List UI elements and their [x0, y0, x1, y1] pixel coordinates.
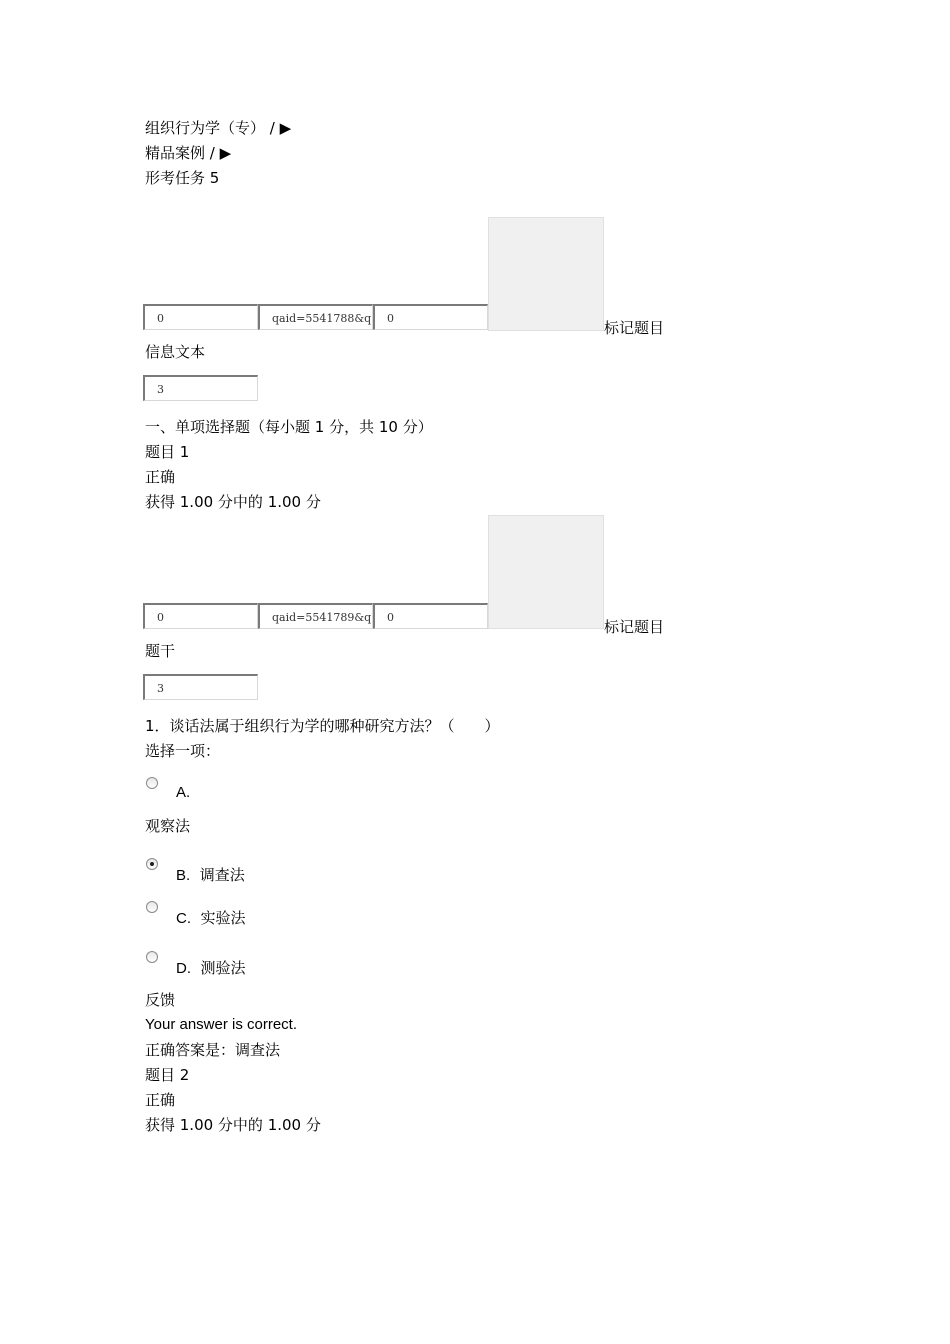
hidden-field-flagged[interactable]: 0: [373, 603, 488, 629]
breadcrumb-task[interactable]: 形考任务 5: [145, 169, 220, 187]
correct-answer: 正确答案是：调查法: [145, 1041, 281, 1059]
option-a-text[interactable]: 观察法: [145, 817, 191, 835]
option-c-text: 实验法: [200, 909, 246, 927]
feedback-text: Your answer is correct.: [145, 1016, 298, 1033]
question-state: 正确: [145, 1091, 176, 1109]
question-grade: 获得 1.00 分中的 1.00 分: [145, 493, 321, 511]
question-number: 题目 1: [145, 443, 190, 461]
option-b-text: 调查法: [199, 866, 245, 884]
info-text-label: 信息文本: [145, 343, 206, 361]
option-b[interactable]: [176, 864, 245, 885]
hidden-field-qaid[interactable]: qaid=5541788&q: [258, 304, 373, 330]
flag-question-link[interactable]: 标记题目: [604, 319, 665, 337]
flag-question-link[interactable]: 标记题目: [604, 618, 665, 636]
feedback-label: 反馈: [145, 991, 176, 1009]
section-heading: 一、单项选择题（每小题 1 分，共 10 分）: [145, 418, 433, 436]
question-number: 题目 2: [145, 1066, 190, 1084]
option-a-radio[interactable]: [146, 777, 158, 789]
hidden-field-qaid[interactable]: qaid=5541789&q: [258, 603, 373, 629]
option-d-label: D.: [176, 960, 191, 977]
option-d[interactable]: [176, 957, 246, 978]
option-c-label: C.: [176, 910, 191, 927]
question-state: 正确: [145, 468, 176, 486]
question-stem-label: 题干: [145, 642, 176, 660]
question-grade: 获得 1.00 分中的 1.00 分: [145, 1116, 321, 1134]
option-c-radio[interactable]: [146, 901, 158, 913]
question-text: 1．谈话法属于组织行为学的哪种研究方法？（ ）: [145, 717, 500, 735]
flag-image-placeholder: [488, 515, 604, 629]
option-b-radio[interactable]: [146, 858, 158, 870]
hidden-field-flagged[interactable]: 0: [373, 304, 488, 330]
option-c[interactable]: [176, 907, 246, 928]
breadcrumb-course-label[interactable]: 组织行为学（专）: [145, 119, 266, 137]
flag-image-placeholder: [488, 217, 604, 331]
breadcrumb-course[interactable]: [145, 118, 291, 138]
option-d-text: 测验法: [200, 959, 246, 977]
breadcrumb-separator: / ▶: [265, 119, 292, 137]
hidden-field-sequence[interactable]: 0: [143, 304, 258, 330]
hidden-field-sequence[interactable]: 0: [143, 603, 258, 629]
option-b-label: B.: [176, 867, 191, 884]
option-d-radio[interactable]: [146, 951, 158, 963]
breadcrumb-section-label[interactable]: 精品案例: [145, 144, 206, 162]
answer-prompt: 选择一项：: [145, 742, 221, 760]
breadcrumb-separator: / ▶: [205, 144, 232, 162]
hidden-field-behaviour[interactable]: 3: [143, 674, 258, 700]
hidden-field-behaviour[interactable]: 3: [143, 375, 258, 401]
breadcrumb-section[interactable]: [145, 143, 231, 163]
option-a-label[interactable]: A.: [176, 784, 191, 801]
